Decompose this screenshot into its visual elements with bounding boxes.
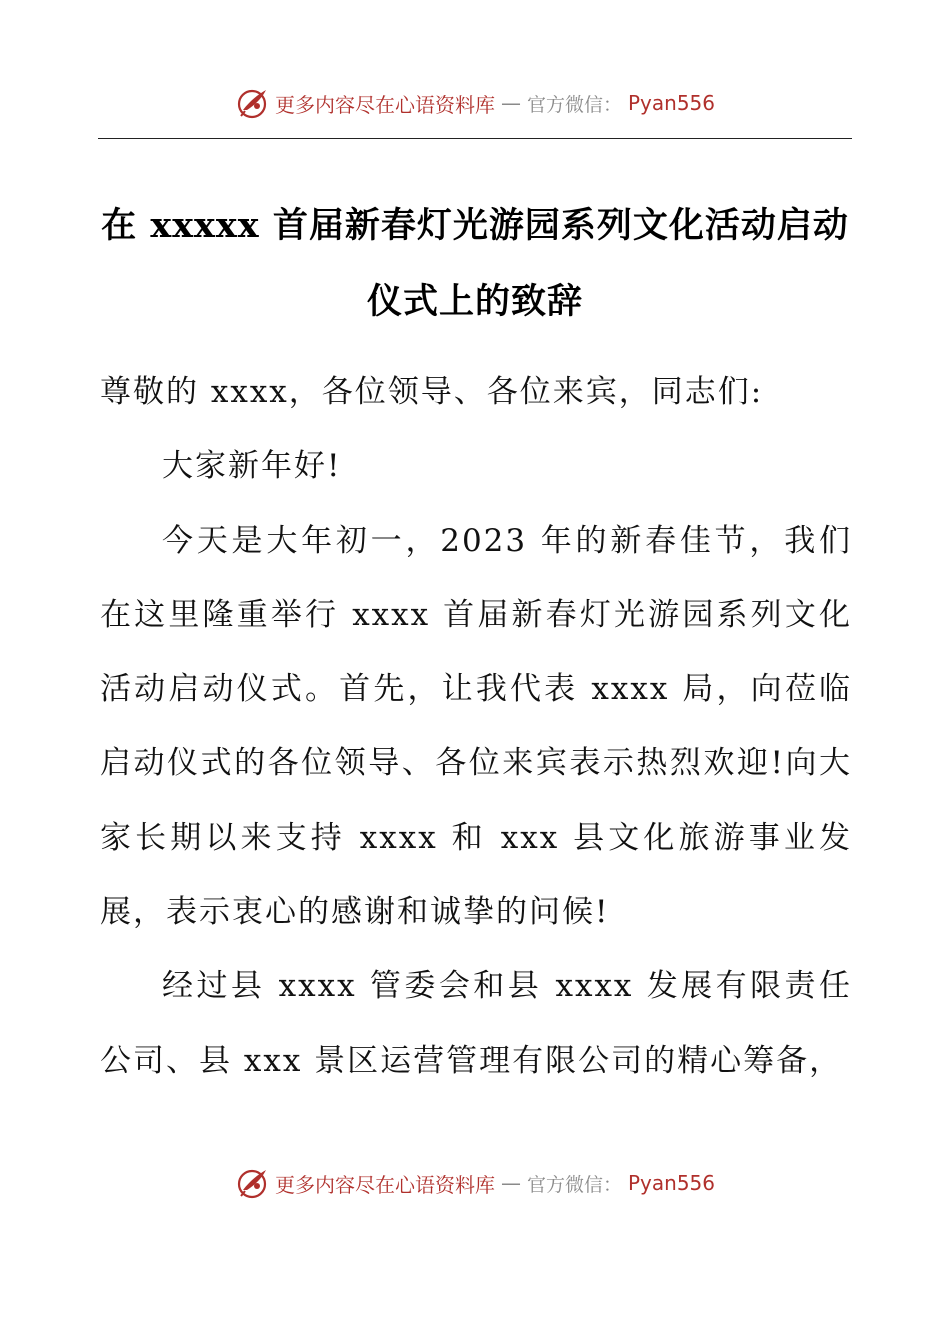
paragraph: 经过县 xxxx 管委会和县 xxxx 发展有限责任公司、县 xxx 景区运营管理有限公司的精心筹备， (100, 968, 852, 1079)
quill-logo-icon (235, 1166, 269, 1200)
quill-logo-icon (235, 86, 269, 120)
document-title: 在 xxxxx 首届新春灯光游园系列文化活动启动仪式上的致辞 (101, 205, 849, 322)
watermark-brand: 更多内容尽在心语资料库 (274, 1172, 495, 1197)
paragraph: 大家新年好! (162, 448, 342, 485)
watermark-wechat-id: Pyan556 (628, 1171, 716, 1195)
watermark-label: 官方微信： (526, 93, 622, 116)
document-body (100, 355, 852, 1098)
watermark-label: 官方微信： (526, 1173, 622, 1196)
paragraph: 今天是大年初一，2023 年的新春佳节，我们在这里隆重举行 xxxx 首届新春灯光游园系列文化活动启动仪式。首先，让我代表 xxxx 局，向莅临启动仪式的各位领导、各位来宾表示热烈欢迎!向大家长期以来支持 xxxx 和 xxx 县文化旅游事业发展，表示衷心的感谢和诚挚的问候! (100, 522, 852, 931)
watermark-dash: — (500, 1171, 521, 1195)
footer-watermark (0, 1163, 950, 1203)
header-divider (98, 138, 852, 139)
watermark-brand: 更多内容尽在心语资料库 (274, 92, 495, 117)
header-watermark (0, 83, 950, 123)
salutation: 尊敬的 xxxx，各位领导、各位来宾，同志们: (100, 374, 764, 410)
watermark-wechat-id: Pyan556 (628, 91, 716, 115)
watermark-dash: — (500, 91, 521, 115)
